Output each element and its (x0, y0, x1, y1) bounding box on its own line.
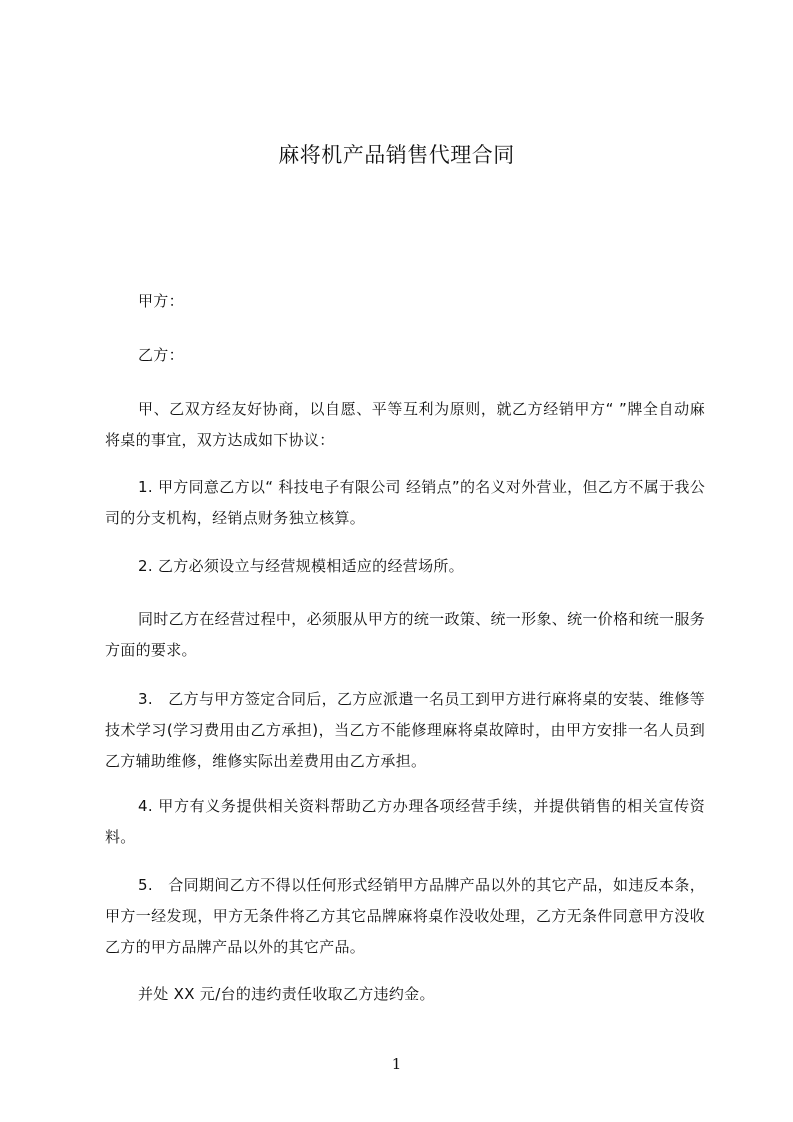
document-title: 麻将机产品销售代理合同 (278, 143, 515, 167)
party-a-line: 甲方： (138, 292, 184, 310)
clause-3: 3. 乙方与甲方签定合同后，乙方应派遣一名员工到甲方进行麻将桌的安装、维修等技术学习(学习费用由乙方承担)，当乙方不能修理麻将桌故障时，由甲方安排一名人员到乙方辅助维修，维修实际出差费用由乙方承担。 (105, 690, 705, 770)
clause-2: 2. 乙方必须设立与经营规模相适应的经营场所。 (138, 557, 464, 575)
party-b-line: 乙方： (138, 346, 184, 364)
intro-paragraph: 甲、乙双方经友好协商，以自愿、平等互利为原则，就乙方经销甲方“ ”牌全自动麻将桌的事宜，双方达成如下协议： (105, 400, 705, 449)
clause-5: 5. 合同期间乙方不得以任何形式经销甲方品牌产品以外的其它产品，如违反本条，甲方一经发现，甲方无条件将乙方其它品牌麻将桌作没收处理，乙方无条件同意甲方没收乙方的甲方品牌产品以外的其它产品。 (105, 876, 705, 956)
clause-5-continuation: 并处 XX 元/台的违约责任收取乙方违约金。 (138, 985, 435, 1003)
clause-4: 4. 甲方有义务提供相关资料帮助乙方办理各项经营手续，并提供销售的相关宣传资料。 (105, 797, 705, 846)
clause-1: 1. 甲方同意乙方以“ 科技电子有限公司 经销点”的名义对外营业，但乙方不属于我公司的分支机构，经销点财务独立核算。 (105, 478, 705, 527)
clause-2-continuation: 同时乙方在经营过程中，必须服从甲方的统一政策、统一形象、统一价格和统一服务方面的要求。 (105, 610, 705, 659)
page-number: 1 (391, 1055, 402, 1073)
